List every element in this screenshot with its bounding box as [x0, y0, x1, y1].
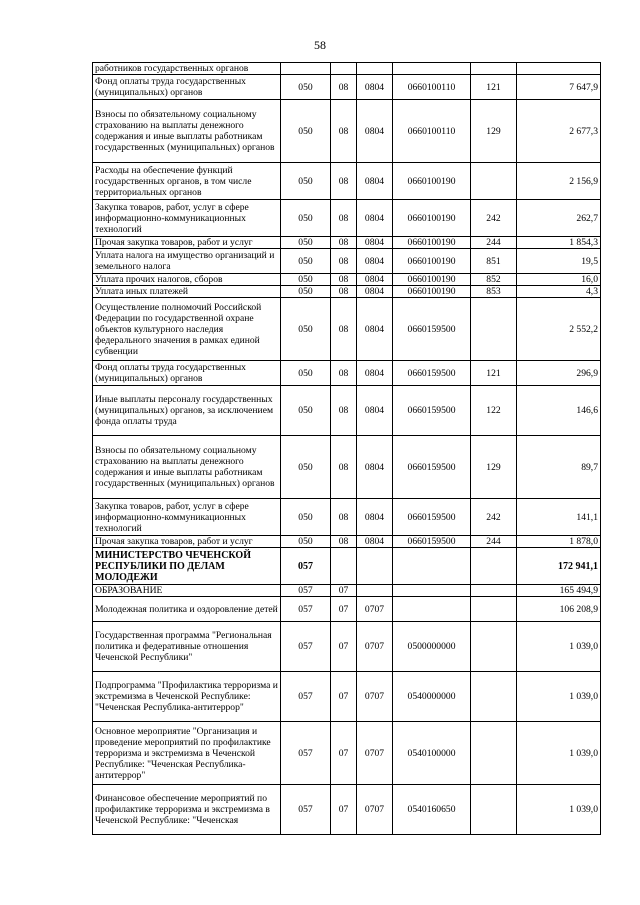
amount-cell: 1 039,0 [517, 622, 601, 672]
target-article-cell: 0660100110 [393, 75, 471, 100]
subsection-code-cell: 0804 [357, 249, 393, 274]
amount-cell: 172 941,1 [517, 548, 601, 585]
ministry-code-cell: 050 [281, 286, 331, 298]
ministry-code-cell: 050 [281, 200, 331, 237]
subsection-code-cell: 0804 [357, 200, 393, 237]
amount-cell: 1 039,0 [517, 672, 601, 722]
expense-type-cell: 129 [471, 436, 517, 499]
table-row [93, 436, 601, 499]
row-name-cell: Прочая закупка товаров, работ и услуг [93, 536, 281, 548]
expense-type-cell: 853 [471, 286, 517, 298]
subsection-code-cell: 0707 [357, 785, 393, 835]
expense-type-cell: 242 [471, 499, 517, 536]
section-code-cell: 08 [331, 100, 357, 163]
amount-cell: 146,6 [517, 386, 601, 436]
table-row [93, 548, 601, 585]
ministry-code-cell [281, 63, 331, 75]
table-row [93, 597, 601, 622]
amount-cell: 4,3 [517, 286, 601, 298]
expense-type-cell: 121 [471, 361, 517, 386]
budget-table [92, 62, 601, 835]
amount-cell: 1 854,3 [517, 237, 601, 249]
expense-type-cell [471, 585, 517, 597]
expense-type-cell [471, 672, 517, 722]
expense-type-cell: 129 [471, 100, 517, 163]
ministry-code-cell: 057 [281, 622, 331, 672]
table-row [93, 237, 601, 249]
target-article-cell: 0660100190 [393, 200, 471, 237]
row-name-cell: Молодежная политика и оздоровление детей [93, 597, 281, 622]
row-name-cell: Фонд оплаты труда государственных (муниципальных) органов [93, 75, 281, 100]
expense-type-cell [471, 548, 517, 585]
expense-type-cell: 244 [471, 536, 517, 548]
section-code-cell: 08 [331, 536, 357, 548]
table-row [93, 163, 601, 200]
subsection-code-cell: 0707 [357, 672, 393, 722]
subsection-code-cell: 0804 [357, 163, 393, 200]
expense-type-cell: 242 [471, 200, 517, 237]
subsection-code-cell: 0804 [357, 436, 393, 499]
row-name-cell: Иные выплаты персоналу государственных (муниципальных) органов, за исключением фонда оплаты труда [93, 386, 281, 436]
table-row [93, 672, 601, 722]
target-article-cell [393, 597, 471, 622]
section-code-cell: 07 [331, 785, 357, 835]
target-article-cell: 0660159500 [393, 386, 471, 436]
table-row [93, 361, 601, 386]
ministry-code-cell: 050 [281, 249, 331, 274]
section-code-cell: 08 [331, 298, 357, 361]
subsection-code-cell: 0804 [357, 386, 393, 436]
section-code-cell: 08 [331, 274, 357, 286]
row-name-cell: работников государственных органов [93, 63, 281, 75]
ministry-code-cell: 050 [281, 361, 331, 386]
amount-cell: 262,7 [517, 200, 601, 237]
target-article-cell [393, 548, 471, 585]
row-name-cell: Уплата прочих налогов, сборов [93, 274, 281, 286]
amount-cell [517, 63, 601, 75]
amount-cell: 1 878,0 [517, 536, 601, 548]
amount-cell: 2 677,3 [517, 100, 601, 163]
target-article-cell: 0660100190 [393, 274, 471, 286]
ministry-code-cell: 057 [281, 785, 331, 835]
amount-cell: 106 208,9 [517, 597, 601, 622]
target-article-cell [393, 585, 471, 597]
target-article-cell: 0660100190 [393, 237, 471, 249]
target-article-cell: 0660159500 [393, 499, 471, 536]
section-code-cell: 08 [331, 386, 357, 436]
subsection-code-cell: 0707 [357, 597, 393, 622]
amount-cell: 165 494,9 [517, 585, 601, 597]
expense-type-cell: 852 [471, 274, 517, 286]
subsection-code-cell: 0804 [357, 100, 393, 163]
expense-type-cell: 851 [471, 249, 517, 274]
row-name-cell: Фонд оплаты труда государственных (муниципальных) органов [93, 361, 281, 386]
amount-cell: 2 552,2 [517, 298, 601, 361]
section-code-cell [331, 548, 357, 585]
section-code-cell: 07 [331, 622, 357, 672]
ministry-code-cell: 050 [281, 499, 331, 536]
target-article-cell: 0540160650 [393, 785, 471, 835]
amount-cell: 1 039,0 [517, 785, 601, 835]
expense-type-cell: 121 [471, 75, 517, 100]
section-code-cell: 08 [331, 249, 357, 274]
row-name-cell: Осуществление полномочий Российской Федерации по государственной охране объектов культурного наследия федерального значения в рамках единой субвенции [93, 298, 281, 361]
amount-cell: 141,1 [517, 499, 601, 536]
expense-type-cell [471, 622, 517, 672]
subsection-code-cell: 0804 [357, 298, 393, 361]
table-body [93, 63, 601, 835]
expense-type-cell [471, 785, 517, 835]
subsection-code-cell: 0804 [357, 361, 393, 386]
subsection-code-cell [357, 585, 393, 597]
row-name-cell: ОБРАЗОВАНИЕ [93, 585, 281, 597]
subsection-code-cell: 0707 [357, 622, 393, 672]
section-code-cell: 07 [331, 597, 357, 622]
table-row [93, 274, 601, 286]
expense-type-cell: 244 [471, 237, 517, 249]
row-name-cell: Расходы на обеспечение функций государственных органов, в том числе территориальных органов [93, 163, 281, 200]
amount-cell: 7 647,9 [517, 75, 601, 100]
table-row [93, 298, 601, 361]
target-article-cell: 0660100190 [393, 163, 471, 200]
subsection-code-cell [357, 548, 393, 585]
target-article-cell: 0540000000 [393, 672, 471, 722]
row-name-cell: Закупка товаров, работ, услуг в сфере информационно-коммуникационных технологий [93, 200, 281, 237]
section-code-cell: 08 [331, 200, 357, 237]
target-article-cell: 0660159500 [393, 436, 471, 499]
section-code-cell: 07 [331, 672, 357, 722]
subsection-code-cell: 0804 [357, 499, 393, 536]
section-code-cell: 07 [331, 722, 357, 785]
row-name-cell: Подпрограмма "Профилактика терроризма и экстремизма в Чеченской Республике: "Чеченская Республика-антитеррор" [93, 672, 281, 722]
target-article-cell: 0660100190 [393, 249, 471, 274]
row-name-cell: Государственная программа "Региональная политика и федеративные отношения Чеченской Республики" [93, 622, 281, 672]
target-article-cell: 0540100000 [393, 722, 471, 785]
table-row [93, 585, 601, 597]
ministry-code-cell: 050 [281, 274, 331, 286]
ministry-code-cell: 057 [281, 672, 331, 722]
ministry-code-cell: 057 [281, 722, 331, 785]
row-name-cell: Уплата иных платежей [93, 286, 281, 298]
table-row [93, 286, 601, 298]
subsection-code-cell: 0804 [357, 536, 393, 548]
target-article-cell: 0660159500 [393, 298, 471, 361]
target-article-cell: 0500000000 [393, 622, 471, 672]
amount-cell: 89,7 [517, 436, 601, 499]
expense-type-cell [471, 63, 517, 75]
row-name-cell: Прочая закупка товаров, работ и услуг [93, 237, 281, 249]
table-row [93, 200, 601, 237]
amount-cell: 1 039,0 [517, 722, 601, 785]
row-name-cell: МИНИСТЕРСТВО ЧЕЧЕНСКОЙ РЕСПУБЛИКИ ПО ДЕЛАМ МОЛОДЕЖИ [93, 548, 281, 585]
section-code-cell: 08 [331, 237, 357, 249]
ministry-code-cell: 057 [281, 548, 331, 585]
table-row [93, 249, 601, 274]
section-code-cell: 08 [331, 499, 357, 536]
ministry-code-cell: 050 [281, 536, 331, 548]
table-row [93, 63, 601, 75]
ministry-code-cell: 050 [281, 298, 331, 361]
amount-cell: 19,5 [517, 249, 601, 274]
amount-cell: 296,9 [517, 361, 601, 386]
table-row [93, 536, 601, 548]
subsection-code-cell: 0804 [357, 274, 393, 286]
expense-type-cell [471, 722, 517, 785]
section-code-cell [331, 63, 357, 75]
amount-cell: 2 156,9 [517, 163, 601, 200]
table-row [93, 785, 601, 835]
section-code-cell: 07 [331, 585, 357, 597]
table-row [93, 100, 601, 163]
target-article-cell [393, 63, 471, 75]
section-code-cell: 08 [331, 286, 357, 298]
subsection-code-cell: 0804 [357, 286, 393, 298]
row-name-cell: Взносы по обязательному социальному страхованию на выплаты денежного содержания и иные выплаты работникам государственных (муниципальных) органов [93, 100, 281, 163]
ministry-code-cell: 057 [281, 585, 331, 597]
page-number: 58 [314, 38, 326, 52]
subsection-code-cell: 0707 [357, 722, 393, 785]
section-code-cell: 08 [331, 163, 357, 200]
row-name-cell: Закупка товаров, работ, услуг в сфере информационно-коммуникационных технологий [93, 499, 281, 536]
section-code-cell: 08 [331, 361, 357, 386]
table-row [93, 499, 601, 536]
ministry-code-cell: 057 [281, 597, 331, 622]
ministry-code-cell: 050 [281, 237, 331, 249]
table-row [93, 722, 601, 785]
expense-type-cell: 122 [471, 386, 517, 436]
subsection-code-cell: 0804 [357, 75, 393, 100]
row-name-cell: Взносы по обязательному социальному страхованию на выплаты денежного содержания и иные выплаты работникам государственных (муниципальных) органов [93, 436, 281, 499]
row-name-cell: Основное мероприятие "Организация и проведение мероприятий по профилактике терроризма и экстремизма в Чеченской Республике: "Чеченская Республика-антитеррор" [93, 722, 281, 785]
ministry-code-cell: 050 [281, 436, 331, 499]
target-article-cell: 0660159500 [393, 536, 471, 548]
expense-type-cell [471, 163, 517, 200]
row-name-cell: Уплата налога на имущество организаций и земельного налога [93, 249, 281, 274]
table-row [93, 75, 601, 100]
ministry-code-cell: 050 [281, 386, 331, 436]
target-article-cell: 0660100190 [393, 286, 471, 298]
ministry-code-cell: 050 [281, 163, 331, 200]
table-row [93, 386, 601, 436]
amount-cell: 16,0 [517, 274, 601, 286]
subsection-code-cell: 0804 [357, 237, 393, 249]
expense-type-cell [471, 298, 517, 361]
ministry-code-cell: 050 [281, 100, 331, 163]
table-row [93, 622, 601, 672]
subsection-code-cell [357, 63, 393, 75]
row-name-cell: Финансовое обеспечение мероприятий по профилактике терроризма и экстремизма в Чеченской Республике: "Чеченская [93, 785, 281, 835]
target-article-cell: 0660159500 [393, 361, 471, 386]
ministry-code-cell: 050 [281, 75, 331, 100]
section-code-cell: 08 [331, 75, 357, 100]
section-code-cell: 08 [331, 436, 357, 499]
target-article-cell: 0660100110 [393, 100, 471, 163]
expense-type-cell [471, 597, 517, 622]
